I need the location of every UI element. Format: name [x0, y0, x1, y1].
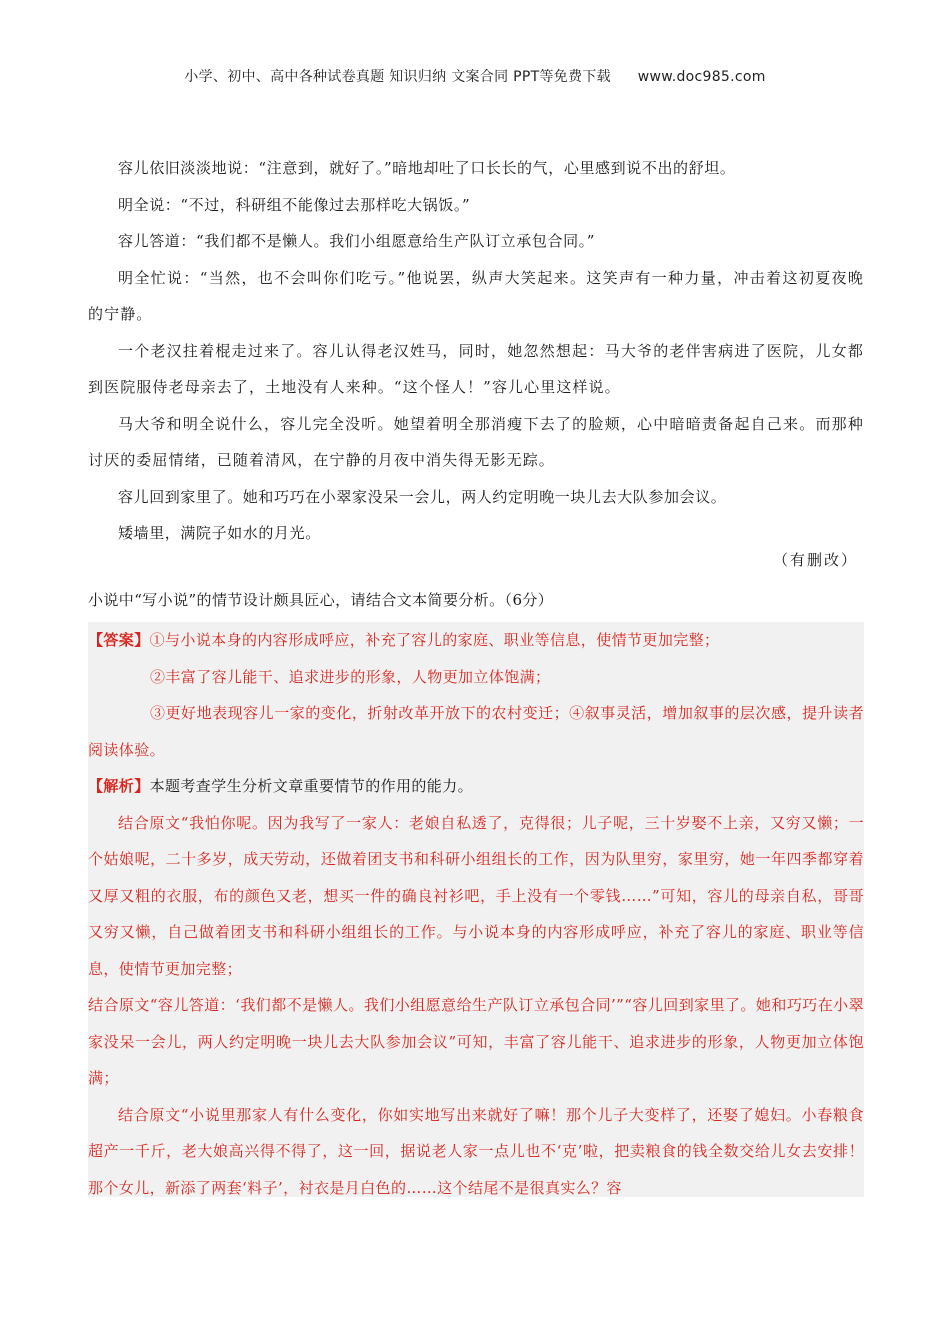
analysis-paragraph-1: 结合原文“我怕你呢。因为我写了一家人：老娘自私透了，克得很；儿子呢，三十岁娶不上亲，又穷又懒；一个姑娘呢，二十多岁，成天劳动，还做着团支书和科研小组组长的工作，因为队里穷，家里穷，她一年四季都穿着又厚又粗的衣服，布的颜色又老，想买一件的确良衬衫吧，手上没有一个零钱……”可知，容儿的母亲自私，哥哥又穷又懒，自己做着团支书和科研小组组长的工作。与小说本身的内容形成呼应，补充了容儿的家庭、职业等信息，使情节更加完整；	[88, 813, 864, 978]
analysis-tag: 【解析】	[88, 777, 150, 795]
answer-line-1	[88, 622, 864, 659]
answer-point-3: ③更好地表现容儿一家的变化，折射改革开放下的农村变迁；④叙事灵活，增加叙事的层次感，提升读者阅读体验。	[88, 704, 864, 759]
analysis-paragraph-3: 结合原文“小说里那家人有什么变化，你如实地写出来就好了嘛！那个儿子大变样了，还娶了媳妇。小春粮食超产一千斤，老大娘高兴得不得了，这一回，据说老人家一点儿也不‘克’啦，把卖粮食的钱全数交给儿女去安排！那个女儿，新添了两套‘料子’，衬衣是月白色的……这个结尾不是很真实么？容	[88, 1105, 864, 1197]
question-text: 小说中“写小说”的情节设计颇具匠心，请结合文本简要分析。（6分）	[88, 591, 554, 609]
story-passage	[88, 150, 864, 552]
header-site: www.doc985.com	[637, 69, 766, 85]
passage-paragraph: 矮墙里，满院子如水的月光。	[118, 524, 321, 542]
passage-paragraph: 一个老汉拄着棍走过来了。容儿认得老汉姓马，同时，她忽然想起：马大爷的老伴害病进了医院，儿女都到医院服侍老母亲去了，土地没有人来种。“这个怪人！”容儿心里这样说。	[88, 341, 864, 396]
analysis-paragraph-2: 结合原文“容儿答道：‘我们都不是懒人。我们小组愿意给生产队订立承包合同’”“容儿回到家里了。她和巧巧在小翠家没呆一会儿，两人约定明晚一块儿去大队参加会议”可知，丰富了容儿能干、追求进步的形象，人物更加立体饱满；	[88, 996, 864, 1087]
passage-paragraph: 明全忙说：“当然，也不会叫你们吃亏。”他说罢，纵声大笑起来。这笑声有一种力量，冲击着这初夏夜晚的宁静。	[88, 268, 864, 323]
passage-paragraph: 容儿依旧淡淡地说：“注意到，就好了。”暗地却吐了口长长的气，心里感到说不出的舒坦。	[118, 159, 736, 177]
passage-paragraph: 明全说：“不过，科研组不能像过去那样吃大锅饭。”	[118, 195, 471, 214]
answer-line-2: ②丰富了容儿能干、追求进步的形象，人物更加立体饱满；	[150, 667, 551, 686]
answer-line-3	[88, 695, 864, 768]
answer-tag: 【答案】	[88, 631, 150, 649]
passage-paragraph: 马大爷和明全说什么，容儿完全没听。她望着明全那消瘦下去了的脸颊，心中暗暗责备起自己来。而那种讨厌的委屈情绪，已随着清风，在宁静的月夜中消失得无影无踪。	[88, 414, 864, 469]
analysis-intro-text: 本题考查学生分析文章重要情节的作用的能力。	[149, 777, 474, 795]
passage-paragraph: 容儿答道：“我们都不是懒人。我们小组愿意给生产队订立承包合同。”	[118, 232, 596, 250]
analysis-intro	[88, 768, 864, 805]
source-note: （有删改）	[772, 551, 858, 569]
header-text: 小学、初中、高中各种试卷真题 知识归纳 文案合同 PPT等免费下载	[184, 69, 611, 85]
answer-point-1: ①与小说本身的内容形成呼应，补充了容儿的家庭、职业等信息，使情节更加完整；	[149, 631, 720, 649]
answer-box	[88, 622, 864, 1197]
passage-paragraph: 容儿回到家里了。她和巧巧在小翠家没呆一会儿，两人约定明晚一块儿去大队参加会议。	[118, 487, 727, 506]
page-header	[0, 66, 950, 86]
